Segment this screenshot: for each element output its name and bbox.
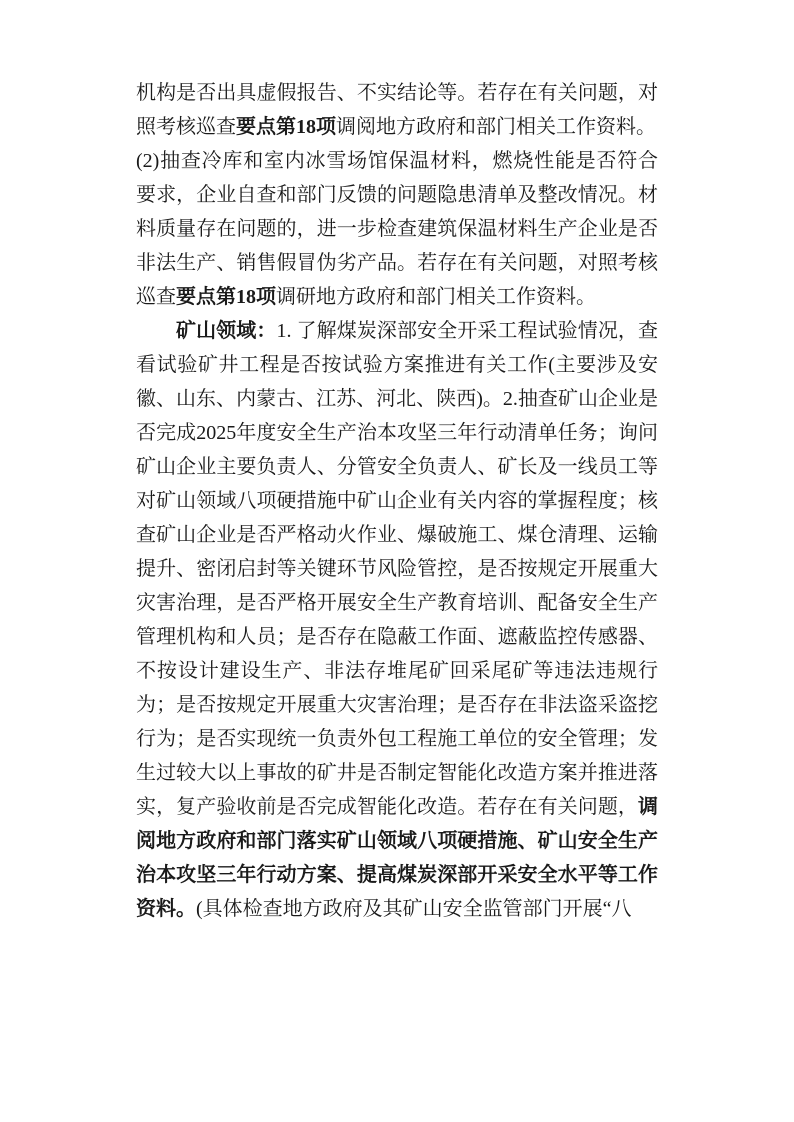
text-run-bold-key-point-18: 要点第18项 <box>176 286 276 308</box>
text-run: (2)抽查冷库和室内冰雪场馆保温材料，燃烧性能是否符合要求，企业自查和部门反馈的问题隐患清单及整改情况。材料质量存在问题的，进一步检查建筑保温材料生产企业是否非法生产、销售假冒伪劣产品。若存在有关问题，对照考核巡查 <box>136 150 658 308</box>
text-run: (具体检查地方政府及其矿山安全监管部门开展“八 <box>196 898 632 920</box>
paragraph-item-2 <box>136 144 658 314</box>
text-run: 调阅地方政府和部门相关工作资料。 <box>336 116 656 138</box>
text-run: 调研地方政府和部门相关工作资料。 <box>276 286 596 308</box>
text-run: 1. 了解煤炭深部安全开采工程试验情况，查看试验矿井工程是否按试验方案推进有关工作(主要涉及安徽、山东、内蒙古、江苏、河北、陕西)。2.抽查矿山企业是否完成2025年度安全生产治本攻坚三年行动清单任务；询问矿山企业主要负责人、分管安全负责人、矿长及一线员工等对矿山领域八项硬措施中矿山企业有关内容的掌握程度；核查矿山企业是否严格动火作业、爆破施工、煤仓清理、运输提升、密闭启封等关键环节风险管控，是否按规定开展重大灾害治理，是否严格开展安全生产教育培训、配备安全生产管理机构和人员；是否存在隐蔽工作面、遮蔽监控传感器、不按设计建设生产、非法存堆尾矿回采尾矿等违法违规行为；是否按规定开展重大灾害治理；是否存在非法盗采盗挖行为；是否实现统一负责外包工程施工单位的安全管理；发生过较大以上事故的矿井是否制定智能化改造方案并推进落实，复产验收前是否完成智能化改造。若存在有关问题， <box>136 320 659 818</box>
text-run-bold-consult-materials: 调阅地方政府和部门落实矿山领域八项硬措施、矿山安全生产治本攻坚三年行动方案、提高煤炭深部开采安全水平等工作资料。 <box>136 796 658 920</box>
paragraph-mining-sector <box>136 314 658 926</box>
text-run: 机构是否出具虚假报告、不实结论等。若存在有关问题，对照考核巡查 <box>136 82 658 138</box>
text-run-bold-key-point-18: 要点第18项 <box>236 116 336 138</box>
text-run-bold-mining-heading: 矿山领域： <box>176 320 277 342</box>
paragraph-continuation <box>136 76 658 144</box>
